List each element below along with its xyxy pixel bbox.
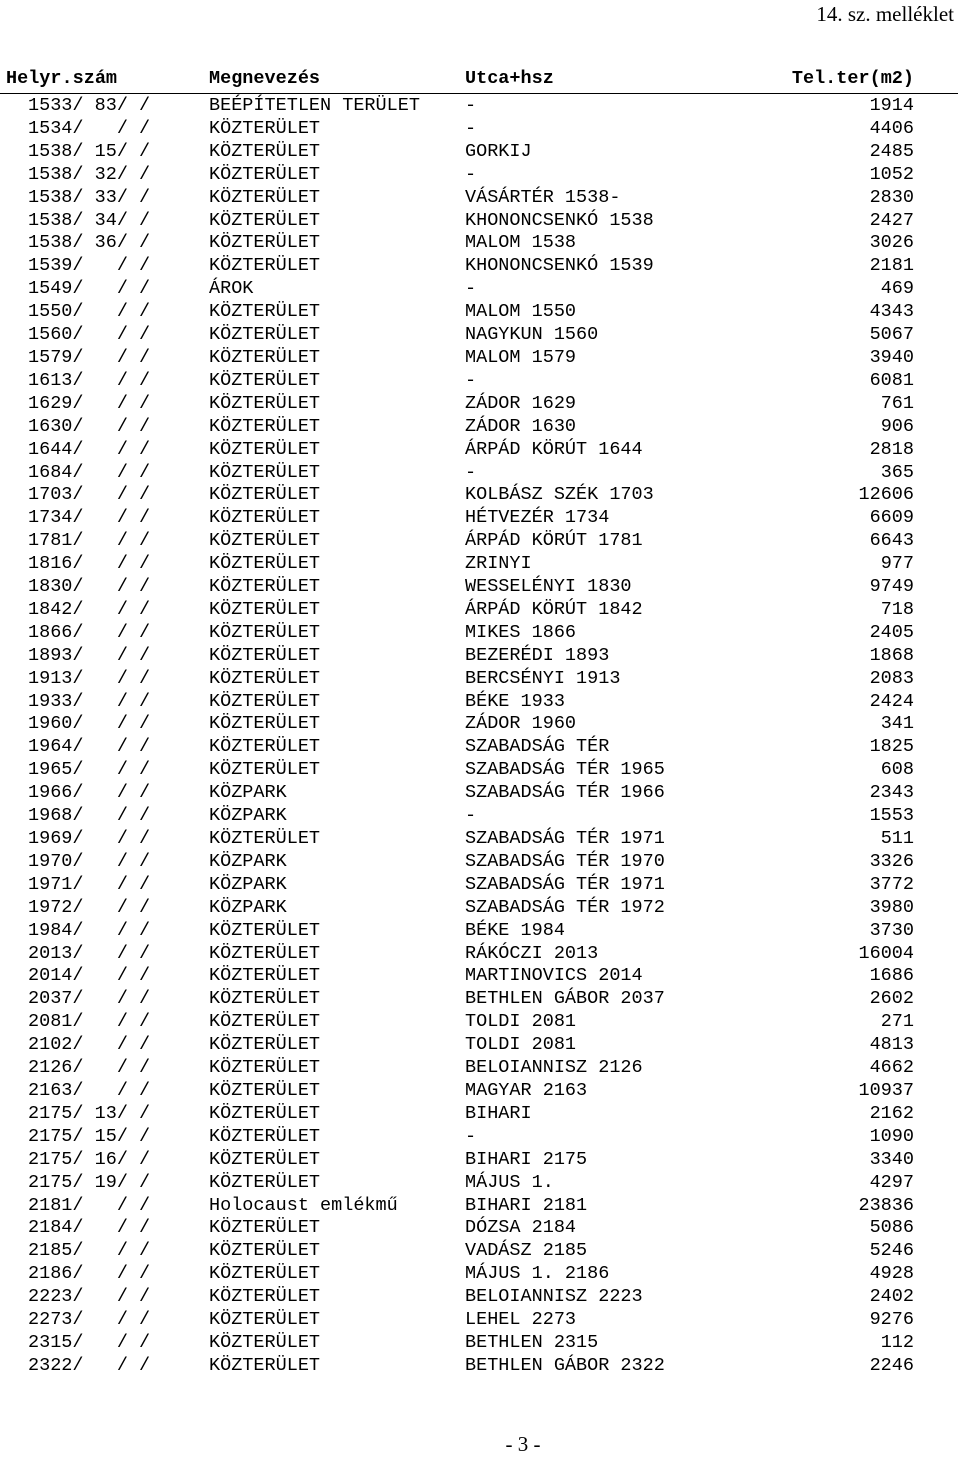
cell-area: 4928 bbox=[869, 1263, 914, 1285]
cell-address: - bbox=[465, 163, 477, 185]
cell-id: 1913/ / / bbox=[28, 667, 151, 689]
cell-area: 365 bbox=[880, 461, 914, 483]
cell-area: 4406 bbox=[869, 117, 914, 139]
table-body bbox=[0, 95, 960, 1378]
cell-name: KÖZTERÜLET bbox=[209, 736, 321, 758]
cell-address: BETHLEN GÁBOR 2322 bbox=[465, 1354, 665, 1376]
cell-area: 9749 bbox=[869, 576, 914, 598]
cell-name: KÖZTERÜLET bbox=[209, 988, 321, 1010]
cell-id: 1579/ / / bbox=[28, 346, 151, 368]
page-number: - 3 - bbox=[505, 1432, 541, 1456]
table-row bbox=[0, 507, 960, 530]
table-row bbox=[0, 324, 960, 347]
column-header-area: Tel.ter(m2) bbox=[791, 68, 914, 89]
cell-area: 9276 bbox=[869, 1309, 914, 1331]
cell-id: 2175/ 15/ / bbox=[28, 1125, 151, 1147]
table-row bbox=[0, 187, 960, 210]
cell-address: VADÁSZ 2185 bbox=[465, 1240, 588, 1262]
cell-id: 1893/ / / bbox=[28, 644, 151, 666]
table-row bbox=[0, 530, 960, 553]
cell-area: 1914 bbox=[869, 95, 914, 116]
cell-name: KÖZPARK bbox=[209, 805, 287, 827]
cell-address: ÁRPÁD KÖRÚT 1644 bbox=[465, 438, 643, 460]
cell-id: 2081/ / / bbox=[28, 1011, 151, 1033]
table-row bbox=[0, 278, 960, 301]
cell-name: KÖZTERÜLET bbox=[209, 828, 321, 849]
cell-area: 2162 bbox=[869, 1102, 914, 1124]
cell-address: BELOIANNISZ 2223 bbox=[465, 1286, 643, 1308]
table-row bbox=[0, 1034, 960, 1057]
header-rule bbox=[0, 93, 958, 94]
cell-address: TOLDI 2081 bbox=[465, 1011, 577, 1033]
cell-area: 4813 bbox=[869, 1034, 914, 1056]
cell-id: 2163/ / / bbox=[28, 1079, 151, 1101]
table-row bbox=[0, 1286, 960, 1309]
cell-id: 2175/ 19/ / bbox=[28, 1171, 151, 1193]
cell-name: KÖZTERÜLET bbox=[209, 1354, 321, 1376]
cell-name: KÖZTERÜLET bbox=[209, 1263, 321, 1285]
cell-area: 2083 bbox=[869, 667, 914, 689]
cell-name: KÖZPARK bbox=[209, 896, 287, 918]
cell-area: 718 bbox=[880, 598, 914, 620]
cell-address: HÉTVEZÉR 1734 bbox=[465, 507, 610, 529]
table-row bbox=[0, 232, 960, 255]
cell-address: - bbox=[465, 369, 477, 391]
cell-id: 1703/ / / bbox=[28, 484, 151, 506]
table-row bbox=[0, 1195, 960, 1218]
cell-id: 1613/ / / bbox=[28, 369, 151, 391]
cell-id: 2315/ / / bbox=[28, 1331, 151, 1353]
cell-area: 16004 bbox=[858, 942, 914, 964]
cell-address: DÓZSA 2184 bbox=[465, 1217, 577, 1239]
table-row bbox=[0, 691, 960, 714]
table-row bbox=[0, 828, 960, 851]
table-row bbox=[0, 851, 960, 874]
cell-id: 1538/ 32/ / bbox=[28, 163, 151, 185]
cell-address: NAGYKUN 1560 bbox=[465, 324, 599, 346]
cell-address: VÁSÁRTÉR 1538- bbox=[465, 186, 621, 208]
cell-address: ZÁDOR 1630 bbox=[465, 415, 577, 437]
cell-area: 271 bbox=[880, 1011, 914, 1033]
cell-id: 1549/ / / bbox=[28, 278, 151, 300]
cell-address: BELOIANNISZ 2126 bbox=[465, 1057, 643, 1079]
cell-area: 5246 bbox=[869, 1240, 914, 1262]
cell-area: 1686 bbox=[869, 965, 914, 987]
column-header-name: Megnevezés bbox=[209, 68, 321, 89]
cell-name: KÖZTERÜLET bbox=[209, 1079, 321, 1101]
cell-area: 2485 bbox=[869, 140, 914, 162]
table-row bbox=[0, 668, 960, 691]
cell-id: 2102/ / / bbox=[28, 1034, 151, 1056]
cell-address: - bbox=[465, 805, 477, 827]
cell-name: KÖZTERÜLET bbox=[209, 1240, 321, 1262]
table-row bbox=[0, 255, 960, 278]
cell-address: SZABADSÁG TÉR 1970 bbox=[465, 850, 665, 872]
table-row bbox=[0, 943, 960, 966]
table-row bbox=[0, 370, 960, 393]
cell-address: GORKIJ bbox=[465, 140, 532, 162]
cell-name: KÖZTERÜLET bbox=[209, 598, 321, 620]
table-row bbox=[0, 759, 960, 782]
table-row bbox=[0, 599, 960, 622]
cell-area: 5067 bbox=[869, 324, 914, 346]
cell-area: 2402 bbox=[869, 1286, 914, 1308]
cell-address: - bbox=[465, 278, 477, 300]
cell-address: KHONONCSENKÓ 1539 bbox=[465, 255, 654, 277]
cell-id: 1538/ 36/ / bbox=[28, 232, 151, 254]
table-row bbox=[0, 1332, 960, 1355]
cell-name: KÖZTERÜLET bbox=[209, 369, 321, 391]
cell-area: 608 bbox=[880, 759, 914, 781]
cell-address: SZABADSÁG TÉR 1972 bbox=[465, 896, 665, 918]
cell-id: 1538/ 34/ / bbox=[28, 209, 151, 231]
cell-name: KÖZTERÜLET bbox=[209, 140, 321, 162]
cell-id: 1538/ 15/ / bbox=[28, 140, 151, 162]
cell-name: KÖZTERÜLET bbox=[209, 965, 321, 987]
cell-name: KÖZTERÜLET bbox=[209, 942, 321, 964]
cell-area: 2424 bbox=[869, 690, 914, 712]
cell-address: ZÁDOR 1960 bbox=[465, 713, 577, 735]
cell-id: 2185/ / / bbox=[28, 1240, 151, 1262]
cell-name: KÖZTERÜLET bbox=[209, 232, 321, 254]
cell-area: 2181 bbox=[869, 255, 914, 277]
table-row bbox=[0, 736, 960, 759]
cell-id: 1781/ / / bbox=[28, 530, 151, 552]
cell-address: MALOM 1550 bbox=[465, 301, 577, 323]
cell-name: KÖZTERÜLET bbox=[209, 209, 321, 231]
cell-area: 3026 bbox=[869, 232, 914, 254]
cell-name: KÖZTERÜLET bbox=[209, 484, 321, 506]
cell-name: KÖZTERÜLET bbox=[209, 621, 321, 643]
cell-address: SZABADSÁG TÉR bbox=[465, 736, 610, 758]
cell-area: 977 bbox=[880, 553, 914, 575]
cell-address: WESSELÉNYI 1830 bbox=[465, 576, 632, 598]
cell-area: 1868 bbox=[869, 644, 914, 666]
cell-address: BIHARI 2181 bbox=[465, 1194, 588, 1216]
cell-area: 112 bbox=[880, 1331, 914, 1353]
cell-id: 2181/ / / bbox=[28, 1194, 151, 1216]
cell-area: 511 bbox=[880, 828, 914, 849]
cell-area: 1090 bbox=[869, 1125, 914, 1147]
table-row bbox=[0, 1057, 960, 1080]
table-row bbox=[0, 1149, 960, 1172]
cell-area: 906 bbox=[880, 415, 914, 437]
cell-name: KÖZTERÜLET bbox=[209, 1331, 321, 1353]
table-row bbox=[0, 1080, 960, 1103]
cell-name: KÖZTERÜLET bbox=[209, 553, 321, 575]
cell-area: 2405 bbox=[869, 621, 914, 643]
cell-name: KÖZTERÜLET bbox=[209, 163, 321, 185]
cell-area: 3980 bbox=[869, 896, 914, 918]
cell-address: SZABADSÁG TÉR 1971 bbox=[465, 873, 665, 895]
cell-address: MARTINOVICS 2014 bbox=[465, 965, 643, 987]
table-row bbox=[0, 645, 960, 668]
cell-address: SZABADSÁG TÉR 1965 bbox=[465, 759, 665, 781]
cell-id: 2175/ 16/ / bbox=[28, 1148, 151, 1170]
cell-name: KÖZTERÜLET bbox=[209, 346, 321, 368]
cell-id: 1684/ / / bbox=[28, 461, 151, 483]
cell-name: KÖZTERÜLET bbox=[209, 415, 321, 437]
table-row bbox=[0, 393, 960, 416]
cell-address: BIHARI 2175 bbox=[465, 1148, 588, 1170]
cell-area: 1052 bbox=[869, 163, 914, 185]
cell-name: KÖZTERÜLET bbox=[209, 1057, 321, 1079]
cell-id: 2273/ / / bbox=[28, 1309, 151, 1331]
cell-id: 1534/ / / bbox=[28, 117, 151, 139]
cell-address: ZRINYI bbox=[465, 553, 532, 575]
cell-name: KÖZTERÜLET bbox=[209, 1286, 321, 1308]
cell-address: - bbox=[465, 117, 477, 139]
cell-name: KÖZTERÜLET bbox=[209, 759, 321, 781]
cell-name: KÖZTERÜLET bbox=[209, 576, 321, 598]
cell-address: BERCSÉNYI 1913 bbox=[465, 667, 621, 689]
cell-name: KÖZTERÜLET bbox=[209, 1102, 321, 1124]
cell-id: 1965/ / / bbox=[28, 759, 151, 781]
cell-id: 1984/ / / bbox=[28, 919, 151, 941]
cell-id: 1560/ / / bbox=[28, 324, 151, 346]
table-row bbox=[0, 484, 960, 507]
cell-address: ÁRPÁD KÖRÚT 1842 bbox=[465, 598, 643, 620]
cell-address: MALOM 1579 bbox=[465, 346, 577, 368]
cell-name: KÖZTERÜLET bbox=[209, 1217, 321, 1239]
cell-address: BETHLEN 2315 bbox=[465, 1331, 599, 1353]
cell-id: 1539/ / / bbox=[28, 255, 151, 277]
cell-address: BEZERÉDI 1893 bbox=[465, 644, 610, 666]
cell-address: TOLDI 2081 bbox=[465, 1034, 577, 1056]
cell-name: KÖZTERÜLET bbox=[209, 461, 321, 483]
cell-id: 1550/ / / bbox=[28, 301, 151, 323]
cell-name: KÖZTERÜLET bbox=[209, 530, 321, 552]
cell-address: - bbox=[465, 95, 477, 116]
cell-name: KÖZTERÜLET bbox=[209, 255, 321, 277]
cell-id: 2037/ / / bbox=[28, 988, 151, 1010]
cell-id: 1629/ / / bbox=[28, 392, 151, 414]
cell-address: BIHARI bbox=[465, 1102, 532, 1124]
cell-address: BETHLEN GÁBOR 2037 bbox=[465, 988, 665, 1010]
cell-id: 1866/ / / bbox=[28, 621, 151, 643]
cell-area: 469 bbox=[880, 278, 914, 300]
cell-address: ZÁDOR 1629 bbox=[465, 392, 577, 414]
table-row bbox=[0, 782, 960, 805]
cell-id: 2126/ / / bbox=[28, 1057, 151, 1079]
cell-area: 6081 bbox=[869, 369, 914, 391]
cell-name: KÖZPARK bbox=[209, 782, 287, 804]
table-row bbox=[0, 1011, 960, 1034]
cell-id: 1972/ / / bbox=[28, 896, 151, 918]
cell-name: KÖZTERÜLET bbox=[209, 1171, 321, 1193]
cell-id: 1842/ / / bbox=[28, 598, 151, 620]
table-row bbox=[0, 622, 960, 645]
cell-address: MÁJUS 1. bbox=[465, 1171, 554, 1193]
table-row bbox=[0, 118, 960, 141]
cell-area: 4297 bbox=[869, 1171, 914, 1193]
table-row bbox=[0, 1217, 960, 1240]
cell-id: 1964/ / / bbox=[28, 736, 151, 758]
cell-id: 1734/ / / bbox=[28, 507, 151, 529]
column-header-address: Utca+hsz bbox=[465, 68, 554, 89]
cell-area: 2427 bbox=[869, 209, 914, 231]
cell-id: 2322/ / / bbox=[28, 1354, 151, 1376]
cell-area: 3340 bbox=[869, 1148, 914, 1170]
cell-area: 4343 bbox=[869, 301, 914, 323]
cell-area: 3940 bbox=[869, 346, 914, 368]
cell-name: Holocaust emlékmű bbox=[209, 1194, 398, 1216]
table-row bbox=[0, 713, 960, 736]
cell-area: 2818 bbox=[869, 438, 914, 460]
cell-area: 10937 bbox=[858, 1079, 914, 1101]
cell-area: 6643 bbox=[869, 530, 914, 552]
table-row bbox=[0, 416, 960, 439]
cell-address: KHONONCSENKÓ 1538 bbox=[465, 209, 654, 231]
cell-area: 1553 bbox=[869, 805, 914, 827]
table-row bbox=[0, 965, 960, 988]
cell-address: MÁJUS 1. 2186 bbox=[465, 1263, 610, 1285]
cell-address: - bbox=[465, 461, 477, 483]
table-row bbox=[0, 874, 960, 897]
cell-address: SZABADSÁG TÉR 1971 bbox=[465, 828, 665, 849]
cell-address: - bbox=[465, 1125, 477, 1147]
cell-id: 2186/ / / bbox=[28, 1263, 151, 1285]
cell-id: 1970/ / / bbox=[28, 850, 151, 872]
cell-area: 3772 bbox=[869, 873, 914, 895]
cell-area: 12606 bbox=[858, 484, 914, 506]
cell-name: KÖZTERÜLET bbox=[209, 507, 321, 529]
cell-area: 23836 bbox=[858, 1194, 914, 1216]
cell-address: LEHEL 2273 bbox=[465, 1309, 577, 1331]
cell-address: ÁRPÁD KÖRÚT 1781 bbox=[465, 530, 643, 552]
table-row bbox=[0, 1309, 960, 1332]
cell-id: 1538/ 33/ / bbox=[28, 186, 151, 208]
table-row bbox=[0, 1240, 960, 1263]
table-row bbox=[0, 920, 960, 943]
cell-name: KÖZTERÜLET bbox=[209, 919, 321, 941]
table-row bbox=[0, 1355, 960, 1378]
cell-area: 761 bbox=[880, 392, 914, 414]
cell-address: KOLBÁSZ SZÉK 1703 bbox=[465, 484, 654, 506]
cell-name: KÖZTERÜLET bbox=[209, 1309, 321, 1331]
cell-area: 3730 bbox=[869, 919, 914, 941]
cell-area: 341 bbox=[880, 713, 914, 735]
cell-address: BÉKE 1984 bbox=[465, 919, 565, 941]
cell-area: 2246 bbox=[869, 1354, 914, 1376]
cell-id: 1830/ / / bbox=[28, 576, 151, 598]
cell-area: 6609 bbox=[869, 507, 914, 529]
cell-address: SZABADSÁG TÉR 1966 bbox=[465, 782, 665, 804]
cell-name: KÖZTERÜLET bbox=[209, 644, 321, 666]
table-row bbox=[0, 1172, 960, 1195]
cell-id: 1969/ / / bbox=[28, 828, 151, 849]
cell-name: KÖZTERÜLET bbox=[209, 392, 321, 414]
cell-id: 1630/ / / bbox=[28, 415, 151, 437]
cell-area: 3326 bbox=[869, 850, 914, 872]
table-row bbox=[0, 164, 960, 187]
table-row bbox=[0, 95, 960, 118]
table-row bbox=[0, 347, 960, 370]
cell-name: KÖZTERÜLET bbox=[209, 1011, 321, 1033]
column-header-id: Helyr.szám bbox=[6, 68, 118, 89]
cell-address: MAGYAR 2163 bbox=[465, 1079, 588, 1101]
table-row bbox=[0, 1126, 960, 1149]
cell-address: MIKES 1866 bbox=[465, 621, 577, 643]
cell-name: BEÉPÍTETLEN TERÜLET bbox=[209, 95, 420, 116]
cell-id: 1960/ / / bbox=[28, 713, 151, 735]
annex-label: 14. sz. melléklet bbox=[816, 2, 954, 26]
cell-id: 2175/ 13/ / bbox=[28, 1102, 151, 1124]
cell-name: KÖZTERÜLET bbox=[209, 1034, 321, 1056]
cell-area: 4662 bbox=[869, 1057, 914, 1079]
table-row bbox=[0, 210, 960, 233]
cell-area: 2343 bbox=[869, 782, 914, 804]
cell-area: 2830 bbox=[869, 186, 914, 208]
cell-id: 1816/ / / bbox=[28, 553, 151, 575]
cell-name: KÖZTERÜLET bbox=[209, 667, 321, 689]
cell-name: KÖZTERÜLET bbox=[209, 438, 321, 460]
cell-name: KÖZPARK bbox=[209, 850, 287, 872]
cell-name: KÖZTERÜLET bbox=[209, 690, 321, 712]
cell-address: BÉKE 1933 bbox=[465, 690, 565, 712]
cell-id: 1966/ / / bbox=[28, 782, 151, 804]
table-row bbox=[0, 439, 960, 462]
cell-name: KÖZTERÜLET bbox=[209, 713, 321, 735]
cell-id: 2223/ / / bbox=[28, 1286, 151, 1308]
cell-id: 2013/ / / bbox=[28, 942, 151, 964]
table-row bbox=[0, 988, 960, 1011]
cell-address: MALOM 1538 bbox=[465, 232, 577, 254]
cell-name: KÖZTERÜLET bbox=[209, 1148, 321, 1170]
cell-area: 5086 bbox=[869, 1217, 914, 1239]
cell-id: 1644/ / / bbox=[28, 438, 151, 460]
table-row bbox=[0, 1263, 960, 1286]
table-row bbox=[0, 553, 960, 576]
cell-id: 1968/ / / bbox=[28, 805, 151, 827]
cell-address: RÁKÓCZI 2013 bbox=[465, 942, 599, 964]
cell-area: 1825 bbox=[869, 736, 914, 758]
cell-name: KÖZTERÜLET bbox=[209, 117, 321, 139]
cell-id: 2184/ / / bbox=[28, 1217, 151, 1239]
table-row bbox=[0, 141, 960, 164]
cell-id: 1933/ / / bbox=[28, 690, 151, 712]
cell-name: KÖZTERÜLET bbox=[209, 186, 321, 208]
table-row bbox=[0, 301, 960, 324]
cell-name: KÖZTERÜLET bbox=[209, 1125, 321, 1147]
cell-name: ÁROK bbox=[209, 278, 254, 300]
table-row bbox=[0, 897, 960, 920]
cell-area: 2602 bbox=[869, 988, 914, 1010]
cell-name: KÖZPARK bbox=[209, 873, 287, 895]
table-row bbox=[0, 1103, 960, 1126]
cell-id: 2014/ / / bbox=[28, 965, 151, 987]
cell-id: 1533/ 83/ / bbox=[28, 95, 151, 116]
table-row bbox=[0, 805, 960, 828]
cell-name: KÖZTERÜLET bbox=[209, 324, 321, 346]
table-header bbox=[0, 68, 960, 92]
cell-id: 1971/ / / bbox=[28, 873, 151, 895]
table-row bbox=[0, 576, 960, 599]
table-row bbox=[0, 462, 960, 485]
cell-name: KÖZTERÜLET bbox=[209, 301, 321, 323]
